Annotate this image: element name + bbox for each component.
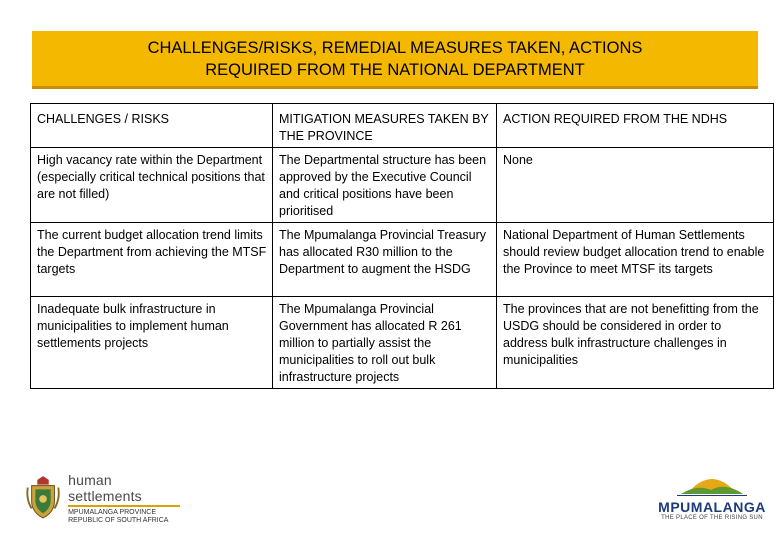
- header-mitigation: MITIGATION MEASURES TAKEN BY THE PROVINCE: [273, 104, 497, 148]
- table-cell: National Department of Human Settlements should review budget allocation trend to enable the Province to meet MTSF its targets: [497, 223, 774, 297]
- logo-line-2: REPUBLIC OF SOUTH AFRICA: [68, 516, 169, 524]
- header-challenges: CHALLENGES / RISKS: [31, 104, 273, 148]
- table-cell: The Mpumalanga Provincial Treasury has allocated R30 million to the Department to augment the HSDG: [273, 223, 497, 297]
- rising-sun-icon: [677, 470, 747, 496]
- table-row: [31, 223, 774, 297]
- title-banner: [32, 31, 758, 89]
- logo-title: human settlements: [68, 471, 142, 504]
- header-action-required: ACTION REQUIRED FROM THE NDHS: [497, 104, 774, 148]
- table-header-row: [31, 104, 774, 148]
- table-cell: Inadequate bulk infrastructure in municipalities to implement human settlements projects: [31, 297, 273, 389]
- table-row: [31, 148, 774, 223]
- human-settlements-logo: [24, 471, 184, 524]
- page-title-line-1: CHALLENGES/RISKS, REMEDIAL MEASURES TAKEN, ACTIONS: [147, 38, 643, 57]
- logo-tagline: THE PLACE OF THE RISING SUN: [661, 515, 763, 521]
- table-cell: None: [497, 148, 774, 223]
- table-cell: The Mpumalanga Provincial Government has allocated R 261 million to partially assist the municipalities to roll out bulk infrastructure projects: [273, 297, 497, 389]
- table-row: [31, 297, 774, 389]
- coat-of-arms-icon: [24, 475, 62, 521]
- table-cell: The provinces that are not benefitting from the USDG should be considered in order to address bulk infrastructure challenges in municipalities: [497, 297, 774, 389]
- logo-divider: [68, 505, 180, 507]
- table-cell: High vacancy rate within the Department (especially critical technical positions that are not filled): [31, 148, 273, 223]
- logo-name: MPUMALANGA: [658, 499, 766, 515]
- table-cell: The Departmental structure has been approved by the Executive Council and critical positions have been prioritised: [273, 148, 497, 223]
- logo-line-1: MPUMALANGA PROVINCE: [68, 508, 157, 516]
- mpumalanga-logo: [654, 470, 770, 530]
- challenges-table: [30, 103, 774, 389]
- page-title-line-2: REQUIRED FROM THE NATIONAL DEPARTMENT: [205, 60, 585, 79]
- table-cell: The current budget allocation trend limits the Department from achieving the MTSF targets: [31, 223, 273, 297]
